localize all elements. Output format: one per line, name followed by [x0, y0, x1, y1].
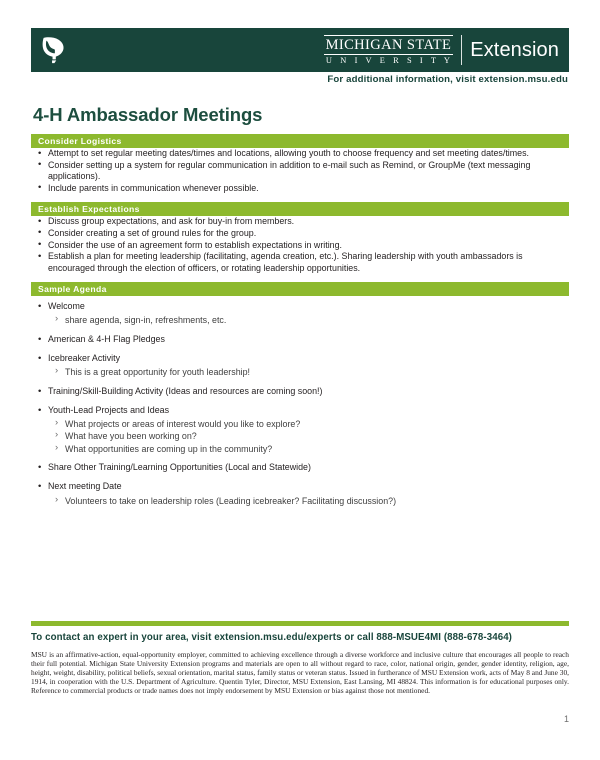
footer-divider — [31, 621, 569, 626]
agenda-item-label: • Icebreaker Activity — [31, 353, 569, 365]
agenda-item-label: • Training/Skill-Building Activity (Ideas and resources are coming soon!) — [31, 386, 569, 398]
agenda-group — [31, 405, 569, 455]
agenda-subitem: › This is a great opportunity for youth leadership! — [31, 366, 569, 378]
agenda-group — [31, 462, 569, 474]
list-item: • Consider setting up a system for regular communication in addition to e-mail such as Remind, or GroupMe (text messaging applications). — [31, 160, 569, 183]
agenda-group — [31, 353, 569, 378]
agenda-subitem-list — [31, 366, 569, 378]
wordmark-university: U N I V E R S I T Y — [325, 55, 453, 65]
list-item: • Consider the use of an agreement form to establish expectations in writing. — [31, 240, 569, 252]
section-list-establish-expectations — [31, 216, 569, 274]
agenda-subitem: › Volunteers to take on leadership roles (Leading icebreaker? Facilitating discussion?) — [31, 495, 569, 507]
msu-lockup — [324, 35, 453, 65]
document-body — [31, 134, 569, 514]
footer-contact-line: To contact an expert in your area, visit extension.msu.edu/experts or call 888-MSUE4MI (888-678-3464) — [31, 632, 513, 643]
section-header-establish-expectations: Establish Expectations — [31, 202, 569, 216]
agenda-item-label: • Welcome — [31, 301, 569, 313]
section-header-sample-agenda: Sample Agenda — [31, 282, 569, 296]
agenda-group — [31, 301, 569, 326]
agenda-list — [31, 296, 569, 506]
section-list-consider-logistics — [31, 148, 569, 194]
section-header-consider-logistics: Consider Logistics — [31, 134, 569, 148]
list-item: • Include parents in communication whenever possible. — [31, 183, 569, 195]
msu-extension-wordmark — [324, 35, 561, 65]
agenda-subitem-list — [31, 495, 569, 507]
agenda-subitem-list — [31, 418, 569, 455]
spartan-helmet-icon — [38, 35, 68, 65]
page-footer — [31, 621, 569, 695]
wordmark-michigan-state: MICHIGAN STATE — [325, 36, 452, 53]
agenda-group — [31, 386, 569, 398]
footer-disclaimer: MSU is an affirmative-action, equal-opportunity employer, committed to achieving excellence through a diverse workforce and inclusive culture that encourages all people to reach their full potential. Michigan State University Extension programs and materials are open to all without regard to race, color, national origin, gender, gender identity, religion, age, height, weight, disability, political beliefs, sexual orientation, marital status, family status or veteran status. Issued in furtherance of MSU Extension work, acts of May 8 and June 30, 1914, in cooperation with the U.S. Department of Agriculture. Quentin Tyler, Director, MSU Extension, East Lansing, MI 48824. This information is for educational purposes only. Reference to commercial products or trade names does not imply endorsement by MSU Extension or bias against those not mentioned. — [31, 650, 569, 696]
list-item: • Consider creating a set of ground rules for the group. — [31, 228, 569, 240]
list-item: • Attempt to set regular meeting dates/times and locations, allowing youth to choose frequency and set meeting dates/times. — [31, 148, 569, 160]
list-item: • Establish a plan for meeting leadership (facilitating, agenda creation, etc.). Sharing leadership with youth ambassadors is encouraged through the election of officers, or rotating leadership opportunities. — [31, 251, 569, 274]
agenda-subitem: › What opportunities are coming up in the community? — [31, 443, 569, 455]
agenda-item-label: • Youth-Lead Projects and Ideas — [31, 405, 569, 417]
agenda-subitem: › What projects or areas of interest would you like to explore? — [31, 418, 569, 430]
agenda-subitem-list — [31, 314, 569, 326]
agenda-item-label: • Next meeting Date — [31, 481, 569, 493]
page-number: 1 — [563, 714, 569, 724]
list-item: • Discuss group expectations, and ask for buy-in from members. — [31, 216, 569, 228]
wordmark-divider — [461, 35, 462, 65]
page-title: 4-H Ambassador Meetings — [33, 104, 263, 125]
wordmark-extension: Extension — [470, 38, 559, 61]
agenda-group — [31, 481, 569, 506]
header-tagline: For additional information, visit extension.msu.edu — [327, 74, 568, 85]
agenda-group — [31, 334, 569, 346]
agenda-subitem: › What have you been working on? — [31, 430, 569, 442]
page-header-band — [31, 28, 569, 72]
agenda-item-label: • American & 4-H Flag Pledges — [31, 334, 569, 346]
agenda-item-label: • Share Other Training/Learning Opportunities (Local and Statewide) — [31, 462, 569, 474]
agenda-subitem: › share agenda, sign-in, refreshments, etc. — [31, 314, 569, 326]
